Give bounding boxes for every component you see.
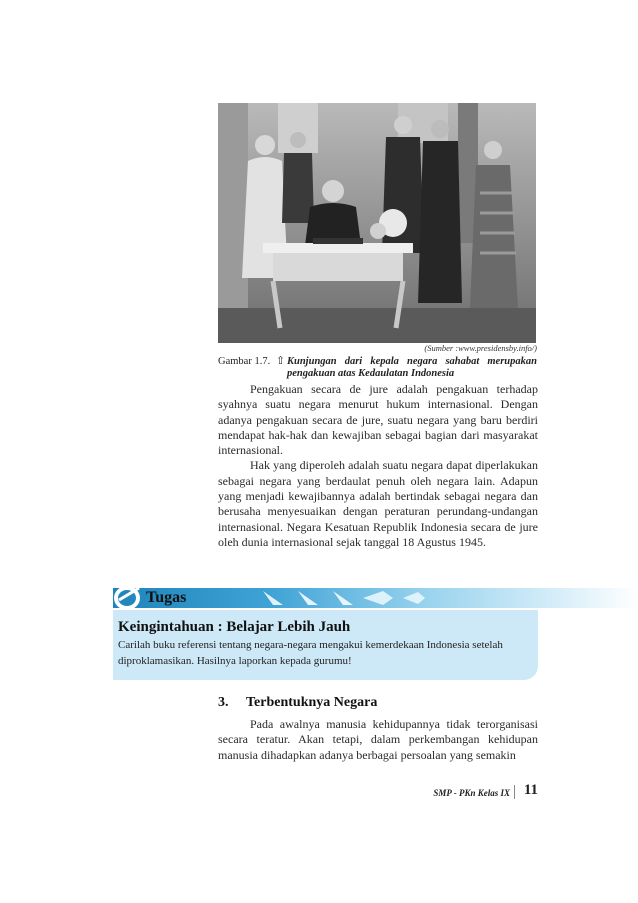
tugas-banner [113,588,638,608]
tugas-text: Carilah buku referensi tentang negara-negara mengakui kemerdekaan Indonesia setelah diproklamasikan. Hasilnya laporkan kepada gurumu! [118,639,503,667]
book-title: SMP - PKn Kelas IX [433,788,510,798]
up-arrow-icon: ⇧ [276,355,286,367]
page-number: 11 [523,782,538,798]
paragraph-rights: Hak yang diperoleh adalah suatu negara dapat diperlakukan sebagai negara yang berdaulat penuh oleh negara lain. Adapun yang menjadi kewajibannya adalah bertindak sebagai negara dan berusaha menyesuaikan dengan peraturan perundang-undangan internasional. Negara Kesatuan Republik Indonesia secara de jure oleh dunia internasional sejak tanggal 18 Agustus 1945. [218,458,538,549]
caption-text: Kunjungan dari kepala negara sahabat merupakan pengakuan atas Kedaulatan Indonesia [287,356,537,379]
photo-illustration [218,103,536,343]
signing-ceremony-photo [218,103,536,343]
section-body [218,717,538,763]
body-text [218,382,538,550]
banner-decoration [113,588,638,608]
tugas-title: Tugas [146,589,187,606]
tugas-heading: Keingintahuan : Belajar Lebih Jauh [118,619,351,635]
figure-label: Gambar 1.7. [218,356,271,367]
paragraph-dejure: Pengakuan secara de jure adalah pengakuan terhadap syahnya suatu negara menurut hukum internasional. Dengan adanya pengakuan secara de jure, suatu negara yang baru berdiri mendapat hak-hak dan kewajiban sebagai bagian dari masyarakat internasional. [218,382,538,458]
paragraph-formation: Pada awalnya manusia kehidupannya tidak terorganisasi secara teratur. Akan tetapi, dalam perkembangan kehidupan manusia dihadapkan adanya berbagai persoalan yang semakin [218,717,538,762]
section-heading [218,695,377,711]
footer-divider [514,785,515,799]
photo-source: (Sumber :www.presidensby.info/) [424,343,537,353]
section-number: 3. [218,695,229,710]
section-title: Terbentuknya Negara [246,695,378,710]
pencil-icon [113,582,143,612]
